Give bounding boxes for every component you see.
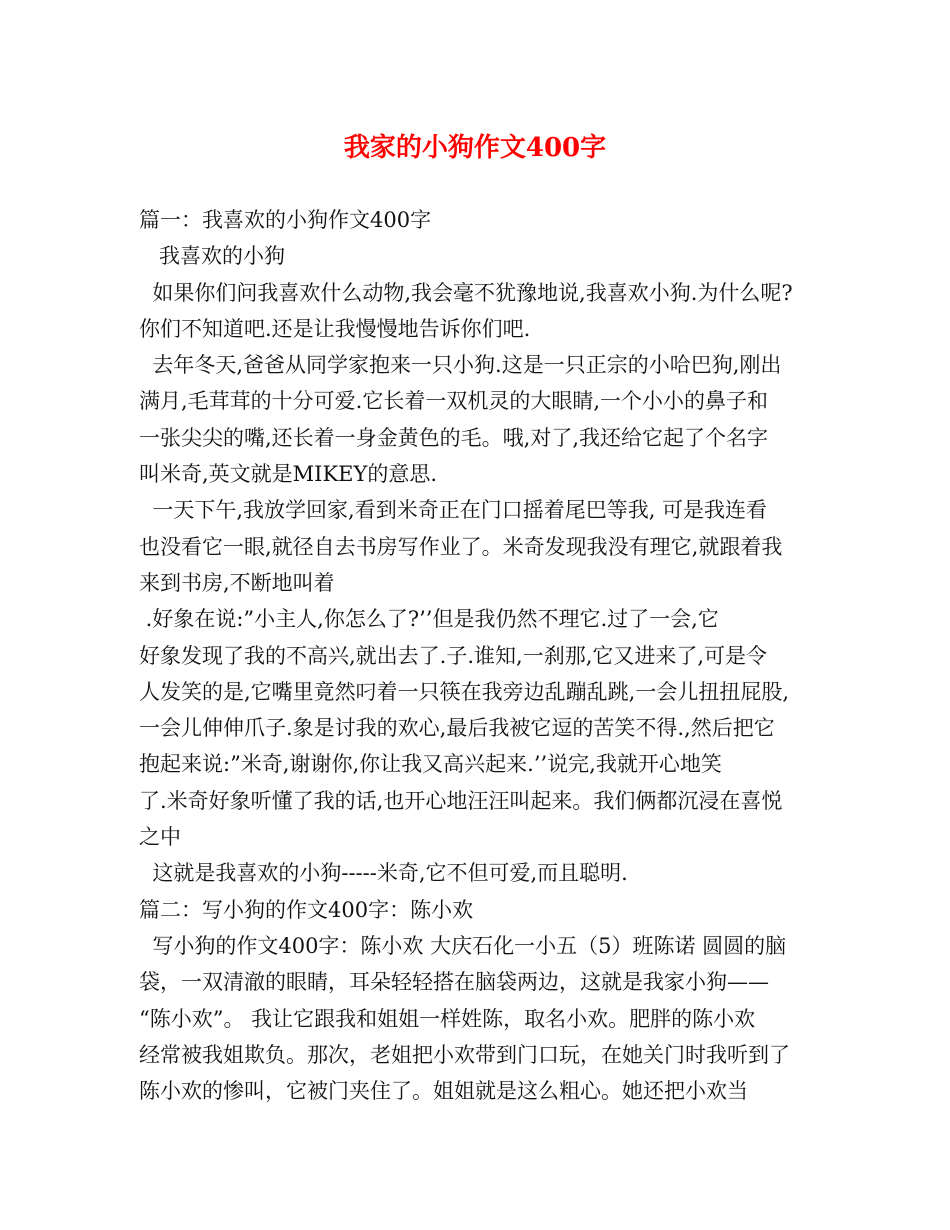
- text-line: 篇一：我喜欢的小狗作文400字: [139, 208, 432, 232]
- document-body: [139, 202, 829, 1109]
- text-line: “陈小欢”。 我让它跟我和姐姐一样姓陈，取名小欢。肥胖的陈小欢: [139, 1006, 756, 1031]
- text-line: 经常被我姐欺负。那次，老姐把小欢带到门口玩，在她关门时我听到了: [139, 1042, 790, 1067]
- text-line: 好象发现了我的不高兴,就出去了.子.谁知,一刹那,它又进来了,可是令: [139, 643, 768, 668]
- text-line: 篇二：写小狗的作文400字：陈小欢: [139, 897, 474, 922]
- text-line: 一天下午,我放学回家,看到米奇正在门口摇着尾巴等我, 可是我连看: [139, 498, 768, 523]
- text-line: 来到书房,不断地叫着: [139, 570, 335, 595]
- text-line: 也没看它一眼,就径自去书房写作业了。米奇发现我没有理它,就跟着我: [139, 534, 783, 559]
- text-line: 陈小欢的惨叫，它被门夹住了。姐姐就是这么粗心。她还把小欢当: [139, 1079, 748, 1104]
- text-line: 抱起来说:”米奇,谢谢你,你让我又高兴起来.’’说完,我就开心地笑: [139, 752, 722, 777]
- text-line: 一会儿伸伸爪子.象是讨我的欢心,最后我被它逗的苦笑不得.,然后把它: [139, 716, 775, 741]
- text-line: 写小狗的作文400字：陈小欢 大庆石化一小五（5）班陈诺 圆圆的脑: [139, 933, 787, 958]
- text-line: 一张尖尖的嘴,还长着一身金黄色的毛。哦,对了,我还给它起了个名字: [139, 425, 769, 450]
- text-line: 袋，一双清澈的眼睛，耳朵轻轻搭在脑袋两边，这就是我家小狗——: [139, 970, 769, 995]
- text-line: 你们不知道吧.还是让我慢慢地告诉你们吧.: [139, 316, 531, 341]
- text-line: 去年冬天,爸爸从同学家抱来一只小狗.这是一只正宗的小哈巴狗,刚出: [139, 353, 782, 378]
- text-line: 我喜欢的小狗: [139, 244, 286, 269]
- text-line: 之中: [139, 825, 181, 850]
- text-line: 满月,毛茸茸的十分可爱.它长着一双机灵的大眼睛,一个小小的鼻子和: [139, 389, 769, 414]
- text-line: 了.米奇好象听懂了我的话,也开心地汪汪叫起来。我们俩都沉浸在喜悦: [139, 788, 783, 813]
- document-title: 我家的小狗作文400字: [343, 133, 607, 163]
- text-line: 叫米奇,英文就是MIKEY的意思.: [139, 462, 438, 487]
- text-line: 如果你们问我喜欢什么动物,我会毫不犹豫地说,我喜欢小狗.为什么呢?: [139, 280, 793, 305]
- text-line: 人发笑的是,它嘴里竟然叼着一只筷在我旁边乱蹦乱跳,一会儿扭扭屁股,: [139, 679, 790, 704]
- text-line: .好象在说:”小主人,你怎么了?’’但是我仍然不理它.过了一会,它: [139, 607, 719, 632]
- text-line: 这就是我喜欢的小狗-----米奇,它不但可爱,而且聪明.: [139, 861, 628, 886]
